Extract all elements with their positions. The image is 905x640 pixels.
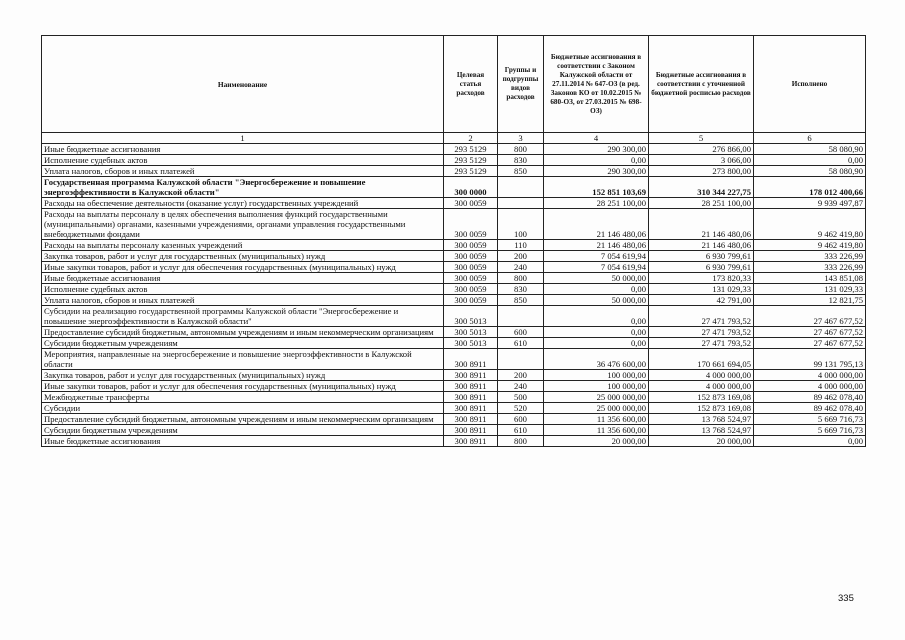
row-law-amount: 11 356 600,00 <box>544 425 649 436</box>
table-row <box>42 251 866 262</box>
row-expense-group: 850 <box>498 166 544 177</box>
row-refined-amount: 152 873 169,08 <box>649 403 754 414</box>
row-expense-group: 200 <box>498 251 544 262</box>
row-name: Закупка товаров, работ и услуг для государственных (муниципальных) нужд <box>42 370 444 381</box>
row-target-article: 300 0059 <box>444 284 498 295</box>
row-expense-group: 800 <box>498 436 544 447</box>
table-row <box>42 284 866 295</box>
column-number: 3 <box>498 133 544 144</box>
row-law-amount: 50 000,00 <box>544 273 649 284</box>
row-target-article: 300 0059 <box>444 240 498 251</box>
row-executed-amount: 131 029,33 <box>754 284 866 295</box>
row-target-article: 300 8911 <box>444 370 498 381</box>
row-law-amount: 7 054 619,94 <box>544 262 649 273</box>
row-expense-group: 830 <box>498 284 544 295</box>
row-expense-group: 500 <box>498 392 544 403</box>
row-target-article: 300 0059 <box>444 295 498 306</box>
page-number: 335 <box>838 593 854 604</box>
row-law-amount: 25 000 000,00 <box>544 392 649 403</box>
row-name: Расходы на выплаты персоналу в целях обеспечения выполнения функций государственными (муниципальными) органами, казенными учреждениями, органами управления государственными внебюджетными фондами <box>42 209 444 240</box>
table-row <box>42 262 866 273</box>
row-expense-group: 610 <box>498 338 544 349</box>
header-refined-allocations: Бюджетные ассигнования в соответствии с уточненной бюджетной росписью расходов <box>649 36 754 133</box>
row-target-article: 300 8911 <box>444 381 498 392</box>
row-expense-group: 850 <box>498 295 544 306</box>
row-executed-amount: 9 939 497,87 <box>754 198 866 209</box>
row-law-amount: 7 054 619,94 <box>544 251 649 262</box>
row-expense-group <box>498 306 544 327</box>
column-number: 4 <box>544 133 649 144</box>
table-row <box>42 425 866 436</box>
row-expense-group: 800 <box>498 144 544 155</box>
row-refined-amount: 273 800,00 <box>649 166 754 177</box>
table-row <box>42 198 866 209</box>
table-row <box>42 370 866 381</box>
row-name: Расходы на выплаты персоналу казенных учреждений <box>42 240 444 251</box>
table-row <box>42 306 866 327</box>
row-executed-amount: 89 462 078,40 <box>754 392 866 403</box>
header-target-article: Целевая статья расходов <box>444 36 498 133</box>
column-number: 2 <box>444 133 498 144</box>
row-name: Субсидии <box>42 403 444 414</box>
row-executed-amount: 27 467 677,52 <box>754 338 866 349</box>
row-refined-amount: 170 661 694,05 <box>649 349 754 370</box>
table-row <box>42 155 866 166</box>
row-expense-group: 200 <box>498 370 544 381</box>
header-executed: Исполнено <box>754 36 866 133</box>
header-law-allocations: Бюджетные ассигнования в соответствии с Законом Калужской области от 27.11.2014 № 647-ОЗ (в ред. Законов КО от 10.02.2015 № 680-ОЗ, от 27.03.2015 № 698-ОЗ) <box>544 36 649 133</box>
row-executed-amount: 12 821,75 <box>754 295 866 306</box>
table-row <box>42 209 866 240</box>
row-expense-group: 100 <box>498 209 544 240</box>
row-refined-amount: 20 000,00 <box>649 436 754 447</box>
row-refined-amount: 28 251 100,00 <box>649 198 754 209</box>
table-row <box>42 349 866 370</box>
table-row <box>42 436 866 447</box>
row-executed-amount: 27 467 677,52 <box>754 306 866 327</box>
row-target-article: 293 5129 <box>444 166 498 177</box>
table-row <box>42 166 866 177</box>
table-row <box>42 240 866 251</box>
row-target-article: 293 5129 <box>444 155 498 166</box>
row-law-amount: 28 251 100,00 <box>544 198 649 209</box>
row-name: Иные бюджетные ассигнования <box>42 144 444 155</box>
row-executed-amount: 58 080,90 <box>754 144 866 155</box>
row-expense-group: 240 <box>498 381 544 392</box>
row-target-article: 300 8911 <box>444 425 498 436</box>
row-law-amount: 0,00 <box>544 284 649 295</box>
row-refined-amount: 27 471 793,52 <box>649 306 754 327</box>
row-refined-amount: 310 344 227,75 <box>649 177 754 198</box>
table-row <box>42 295 866 306</box>
table-row <box>42 177 866 198</box>
row-name: Иные бюджетные ассигнования <box>42 436 444 447</box>
table-row <box>42 414 866 425</box>
row-target-article: 300 8911 <box>444 392 498 403</box>
table-row <box>42 381 866 392</box>
row-executed-amount: 333 226,99 <box>754 262 866 273</box>
row-refined-amount: 21 146 480,06 <box>649 240 754 251</box>
row-name: Расходы на обеспечение деятельности (оказание услуг) государственных учреждений <box>42 198 444 209</box>
row-target-article: 300 5013 <box>444 338 498 349</box>
row-target-article: 300 8911 <box>444 436 498 447</box>
row-target-article: 300 0059 <box>444 262 498 273</box>
row-target-article: 300 0059 <box>444 198 498 209</box>
row-executed-amount: 143 851,08 <box>754 273 866 284</box>
column-number: 5 <box>649 133 754 144</box>
row-refined-amount: 152 873 169,08 <box>649 392 754 403</box>
row-name: Закупка товаров, работ и услуг для государственных (муниципальных) нужд <box>42 251 444 262</box>
row-executed-amount: 178 012 400,66 <box>754 177 866 198</box>
row-executed-amount: 89 462 078,40 <box>754 403 866 414</box>
row-executed-amount: 4 000 000,00 <box>754 370 866 381</box>
row-expense-group: 240 <box>498 262 544 273</box>
row-law-amount: 21 146 480,06 <box>544 209 649 240</box>
row-expense-group: 610 <box>498 425 544 436</box>
row-refined-amount: 27 471 793,52 <box>649 327 754 338</box>
table-row <box>42 338 866 349</box>
row-refined-amount: 6 930 799,61 <box>649 262 754 273</box>
row-law-amount: 50 000,00 <box>544 295 649 306</box>
row-executed-amount: 4 000 000,00 <box>754 381 866 392</box>
row-name: Уплата налогов, сборов и иных платежей <box>42 166 444 177</box>
column-number-row <box>42 133 866 144</box>
row-refined-amount: 13 768 524,97 <box>649 414 754 425</box>
row-executed-amount: 0,00 <box>754 436 866 447</box>
row-name: Исполнение судебных актов <box>42 155 444 166</box>
row-executed-amount: 27 467 677,52 <box>754 327 866 338</box>
row-executed-amount: 9 462 419,80 <box>754 209 866 240</box>
row-name: Иные закупки товаров, работ и услуг для обеспечения государственных (муниципальных) нужд <box>42 262 444 273</box>
row-target-article: 300 0059 <box>444 273 498 284</box>
row-name: Государственная программа Калужской области "Энергосбережение и повышение энергоэффективности в Калужской области" <box>42 177 444 198</box>
row-refined-amount: 173 820,33 <box>649 273 754 284</box>
row-law-amount: 100 000,00 <box>544 381 649 392</box>
row-target-article: 300 8911 <box>444 349 498 370</box>
row-law-amount: 100 000,00 <box>544 370 649 381</box>
row-law-amount: 0,00 <box>544 306 649 327</box>
row-name: Субсидии бюджетным учреждениям <box>42 425 444 436</box>
row-expense-group: 800 <box>498 273 544 284</box>
row-name: Субсидии на реализацию государственной программы Калужской области "Энергосбережение и повышение энергоэффективности в Калужской области" <box>42 306 444 327</box>
column-number: 6 <box>754 133 866 144</box>
row-executed-amount: 333 226,99 <box>754 251 866 262</box>
row-name: Иные закупки товаров, работ и услуг для обеспечения государственных (муниципальных) нужд <box>42 381 444 392</box>
budget-table <box>41 35 866 447</box>
row-executed-amount: 5 669 716,73 <box>754 425 866 436</box>
header-name: Наименование <box>42 36 444 133</box>
row-target-article: 300 8911 <box>444 403 498 414</box>
column-number: 1 <box>42 133 444 144</box>
row-target-article: 300 5013 <box>444 306 498 327</box>
row-target-article: 293 5129 <box>444 144 498 155</box>
row-target-article: 300 0059 <box>444 251 498 262</box>
row-expense-group <box>498 177 544 198</box>
row-name: Иные бюджетные ассигнования <box>42 273 444 284</box>
table-row <box>42 392 866 403</box>
row-law-amount: 25 000 000,00 <box>544 403 649 414</box>
row-target-article: 300 5013 <box>444 327 498 338</box>
row-name: Исполнение судебных актов <box>42 284 444 295</box>
row-law-amount: 290 300,00 <box>544 144 649 155</box>
table-row <box>42 144 866 155</box>
table-row <box>42 273 866 284</box>
row-refined-amount: 6 930 799,61 <box>649 251 754 262</box>
row-law-amount: 20 000,00 <box>544 436 649 447</box>
row-refined-amount: 42 791,00 <box>649 295 754 306</box>
row-target-article: 300 0000 <box>444 177 498 198</box>
row-law-amount: 0,00 <box>544 338 649 349</box>
row-name: Предоставление субсидий бюджетным, автономным учреждениям и иным некоммерческим организациям <box>42 414 444 425</box>
row-law-amount: 152 851 103,69 <box>544 177 649 198</box>
row-refined-amount: 21 146 480,06 <box>649 209 754 240</box>
row-law-amount: 21 146 480,06 <box>544 240 649 251</box>
row-executed-amount: 99 131 795,13 <box>754 349 866 370</box>
table-row <box>42 327 866 338</box>
row-expense-group: 830 <box>498 155 544 166</box>
row-target-article: 300 0059 <box>444 209 498 240</box>
row-expense-group: 110 <box>498 240 544 251</box>
row-expense-group: 600 <box>498 414 544 425</box>
row-expense-group: 600 <box>498 327 544 338</box>
row-refined-amount: 27 471 793,52 <box>649 338 754 349</box>
row-refined-amount: 4 000 000,00 <box>649 370 754 381</box>
row-expense-group: 520 <box>498 403 544 414</box>
row-expense-group <box>498 198 544 209</box>
row-executed-amount: 9 462 419,80 <box>754 240 866 251</box>
row-name: Уплата налогов, сборов и иных платежей <box>42 295 444 306</box>
row-law-amount: 0,00 <box>544 155 649 166</box>
row-refined-amount: 131 029,33 <box>649 284 754 295</box>
row-law-amount: 290 300,00 <box>544 166 649 177</box>
row-refined-amount: 13 768 524,97 <box>649 425 754 436</box>
row-law-amount: 36 476 600,00 <box>544 349 649 370</box>
row-refined-amount: 3 066,00 <box>649 155 754 166</box>
row-target-article: 300 8911 <box>444 414 498 425</box>
table-row <box>42 403 866 414</box>
row-refined-amount: 276 866,00 <box>649 144 754 155</box>
row-refined-amount: 4 000 000,00 <box>649 381 754 392</box>
header-expense-groups: Группы и подгруппы видов расходов <box>498 36 544 133</box>
row-executed-amount: 5 669 716,73 <box>754 414 866 425</box>
row-executed-amount: 0,00 <box>754 155 866 166</box>
row-executed-amount: 58 080,90 <box>754 166 866 177</box>
row-name: Предоставление субсидий бюджетным, автономным учреждениям и иным некоммерческим организациям <box>42 327 444 338</box>
row-name: Субсидии бюджетным учреждениям <box>42 338 444 349</box>
row-name: Межбюджетные трансферты <box>42 392 444 403</box>
table-header-row <box>42 36 866 133</box>
row-law-amount: 11 356 600,00 <box>544 414 649 425</box>
row-expense-group <box>498 349 544 370</box>
row-law-amount: 0,00 <box>544 327 649 338</box>
row-name: Мероприятия, направленные на энергосбережение и повышение энергоэффективности в Калужской области <box>42 349 444 370</box>
